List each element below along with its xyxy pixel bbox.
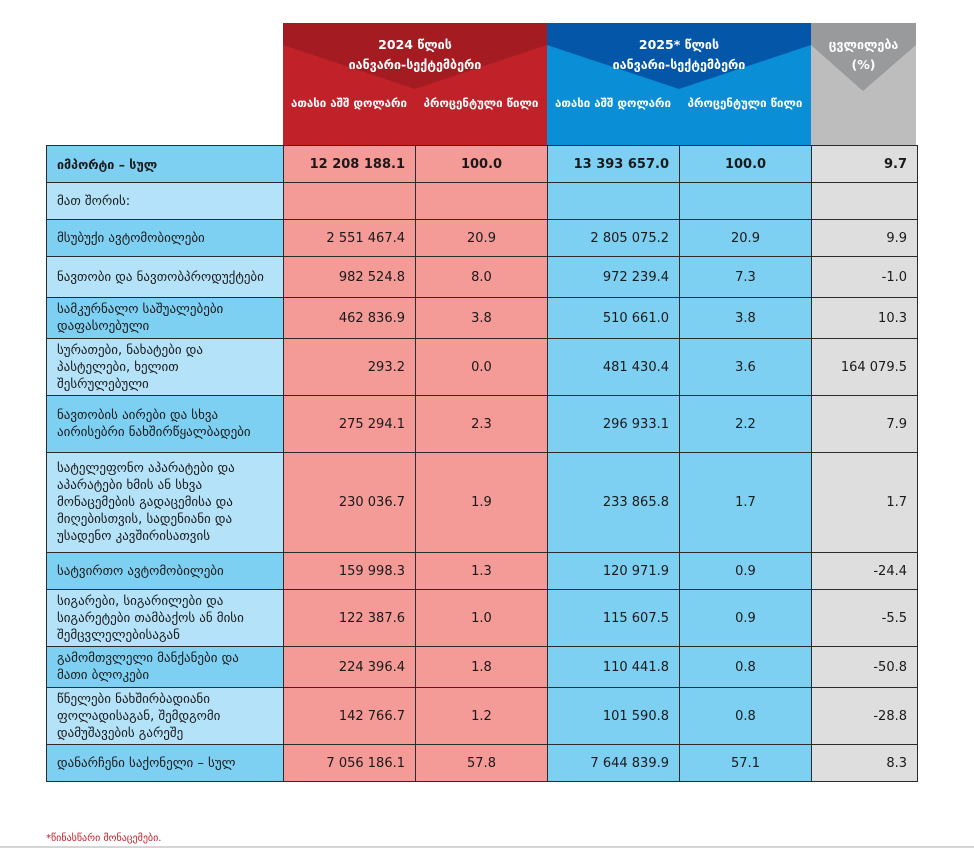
table-row <box>47 339 918 396</box>
share-2025: 57.1 <box>680 745 812 782</box>
share-2025: 3.6 <box>680 339 812 396</box>
value-2025: 510 661.0 <box>548 298 680 339</box>
share-2025 <box>680 183 812 220</box>
header-change-label: ცვლილება <box>828 37 899 52</box>
share-2024: 2.3 <box>416 396 548 453</box>
value-2024: 7 056 186.1 <box>284 745 416 782</box>
share-2024: 1.8 <box>416 647 548 688</box>
share-2025: 100.0 <box>680 146 812 183</box>
row-label: სურათები, ნახატები და პასტელები, ხელით შესრულებული <box>47 339 284 396</box>
row-label: სიგარები, სიგარილები და სიგარეტები თამბაქოს ან მისი შემცვლელებისაგან <box>47 590 284 647</box>
row-label: მათ შორის: <box>47 183 284 220</box>
row-label: დანარჩენი საქონელი – სულ <box>47 745 284 782</box>
value-2025: 972 239.4 <box>548 257 680 298</box>
value-2025: 233 865.8 <box>548 453 680 553</box>
table-row <box>47 257 918 298</box>
table-row <box>47 688 918 745</box>
header-2025 <box>547 23 811 145</box>
value-2025: 115 607.5 <box>548 590 680 647</box>
value-2024: 12 208 188.1 <box>284 146 416 183</box>
table-row <box>47 553 918 590</box>
value-2024: 224 396.4 <box>284 647 416 688</box>
share-2025: 2.2 <box>680 396 812 453</box>
header-change <box>811 23 916 145</box>
header-2024-share-label: პროცენტული წილი <box>423 96 539 110</box>
value-2024: 982 524.8 <box>284 257 416 298</box>
header-change-unit: (%) <box>851 57 876 72</box>
share-2024 <box>416 183 548 220</box>
table-row-subheading <box>47 183 918 220</box>
share-2024: 3.8 <box>416 298 548 339</box>
share-2025: 0.9 <box>680 553 812 590</box>
share-2024: 20.9 <box>416 220 548 257</box>
share-2024: 8.0 <box>416 257 548 298</box>
change-percent: 1.7 <box>812 453 918 553</box>
change-percent: -5.5 <box>812 590 918 647</box>
value-2024: 462 836.9 <box>284 298 416 339</box>
header-change-title <box>811 35 916 75</box>
row-label: იმპორტი – სულ <box>47 146 284 183</box>
change-percent: -1.0 <box>812 257 918 298</box>
value-2025 <box>548 183 680 220</box>
row-label: წნელები ნახშირბადიანი ფოლადისაგან, შემდგომი დამუშავების გარეშე <box>47 688 284 745</box>
change-percent <box>812 183 918 220</box>
header-2024-title <box>283 35 547 75</box>
table-row <box>47 590 918 647</box>
share-2024: 1.9 <box>416 453 548 553</box>
value-2025: 2 805 075.2 <box>548 220 680 257</box>
value-2025: 101 590.8 <box>548 688 680 745</box>
change-percent: 9.9 <box>812 220 918 257</box>
share-2024: 1.0 <box>416 590 548 647</box>
value-2025: 7 644 839.9 <box>548 745 680 782</box>
value-2024: 293.2 <box>284 339 416 396</box>
change-percent: -28.8 <box>812 688 918 745</box>
header-2024 <box>283 23 547 145</box>
row-label: სამკურნალო საშუალებები დაფასოებული <box>47 298 284 339</box>
share-2025: 0.8 <box>680 647 812 688</box>
header-2025-year: 2025* წლის <box>638 37 720 52</box>
row-label: სატელეფონო აპარატები და აპარატები ხმის ან სხვა მონაცემების გადაცემისა და მიღებისთვის, სადენიანი და უსადენო კავშირისათვის <box>47 453 284 553</box>
change-percent: -50.8 <box>812 647 918 688</box>
share-2025: 20.9 <box>680 220 812 257</box>
value-2025: 13 393 657.0 <box>548 146 680 183</box>
table-row <box>47 396 918 453</box>
share-2024: 1.3 <box>416 553 548 590</box>
change-percent: 8.3 <box>812 745 918 782</box>
value-2024: 2 551 467.4 <box>284 220 416 257</box>
change-percent: 10.3 <box>812 298 918 339</box>
table-row-total <box>47 146 918 183</box>
table-row <box>47 298 918 339</box>
value-2025: 481 430.4 <box>548 339 680 396</box>
header-2025-value-label: ათასი აშშ დოლარი <box>555 96 671 110</box>
share-2024: 100.0 <box>416 146 548 183</box>
value-2024: 142 766.7 <box>284 688 416 745</box>
value-2025: 110 441.8 <box>548 647 680 688</box>
row-label: მსუბუქი ავტომობილები <box>47 220 284 257</box>
share-2024: 0.0 <box>416 339 548 396</box>
row-label: გამომთვლელი მანქანები და მათი ბლოკები <box>47 647 284 688</box>
value-2024: 122 387.6 <box>284 590 416 647</box>
share-2025: 7.3 <box>680 257 812 298</box>
value-2024 <box>284 183 416 220</box>
share-2025: 0.8 <box>680 688 812 745</box>
table-row <box>47 220 918 257</box>
header-2025-title <box>547 35 811 75</box>
change-percent: -24.4 <box>812 553 918 590</box>
change-percent: 9.7 <box>812 146 918 183</box>
table-row <box>47 745 918 782</box>
value-2024: 275 294.1 <box>284 396 416 453</box>
row-label: ნავთობის აირები და სხვა აირისებრი ნახშირწყალბადები <box>47 396 284 453</box>
share-2024: 1.2 <box>416 688 548 745</box>
row-label: ნავთობი და ნავთობპროდუქტები <box>47 257 284 298</box>
share-2025: 0.9 <box>680 590 812 647</box>
header-2024-period: იანვარი-სექტემბერი <box>348 57 482 72</box>
value-2025: 296 933.1 <box>548 396 680 453</box>
table-row <box>47 453 918 553</box>
value-2025: 120 971.9 <box>548 553 680 590</box>
value-2024: 159 998.3 <box>284 553 416 590</box>
share-2025: 3.8 <box>680 298 812 339</box>
header-2024-value-label: ათასი აშშ დოლარი <box>291 96 407 110</box>
change-percent: 164 079.5 <box>812 339 918 396</box>
header-2025-period: იანვარი-სექტემბერი <box>612 57 746 72</box>
footnote: *წინასწარი მონაცემები. <box>46 833 162 844</box>
change-percent: 7.9 <box>812 396 918 453</box>
table-row <box>47 647 918 688</box>
value-2024: 230 036.7 <box>284 453 416 553</box>
header-2025-share-label: პროცენტული წილი <box>687 96 803 110</box>
row-label: სატვირთო ავტომობილები <box>47 553 284 590</box>
share-2025: 1.7 <box>680 453 812 553</box>
share-2024: 57.8 <box>416 745 548 782</box>
imports-table <box>46 145 918 782</box>
header-2024-year: 2024 წლის <box>378 37 452 52</box>
